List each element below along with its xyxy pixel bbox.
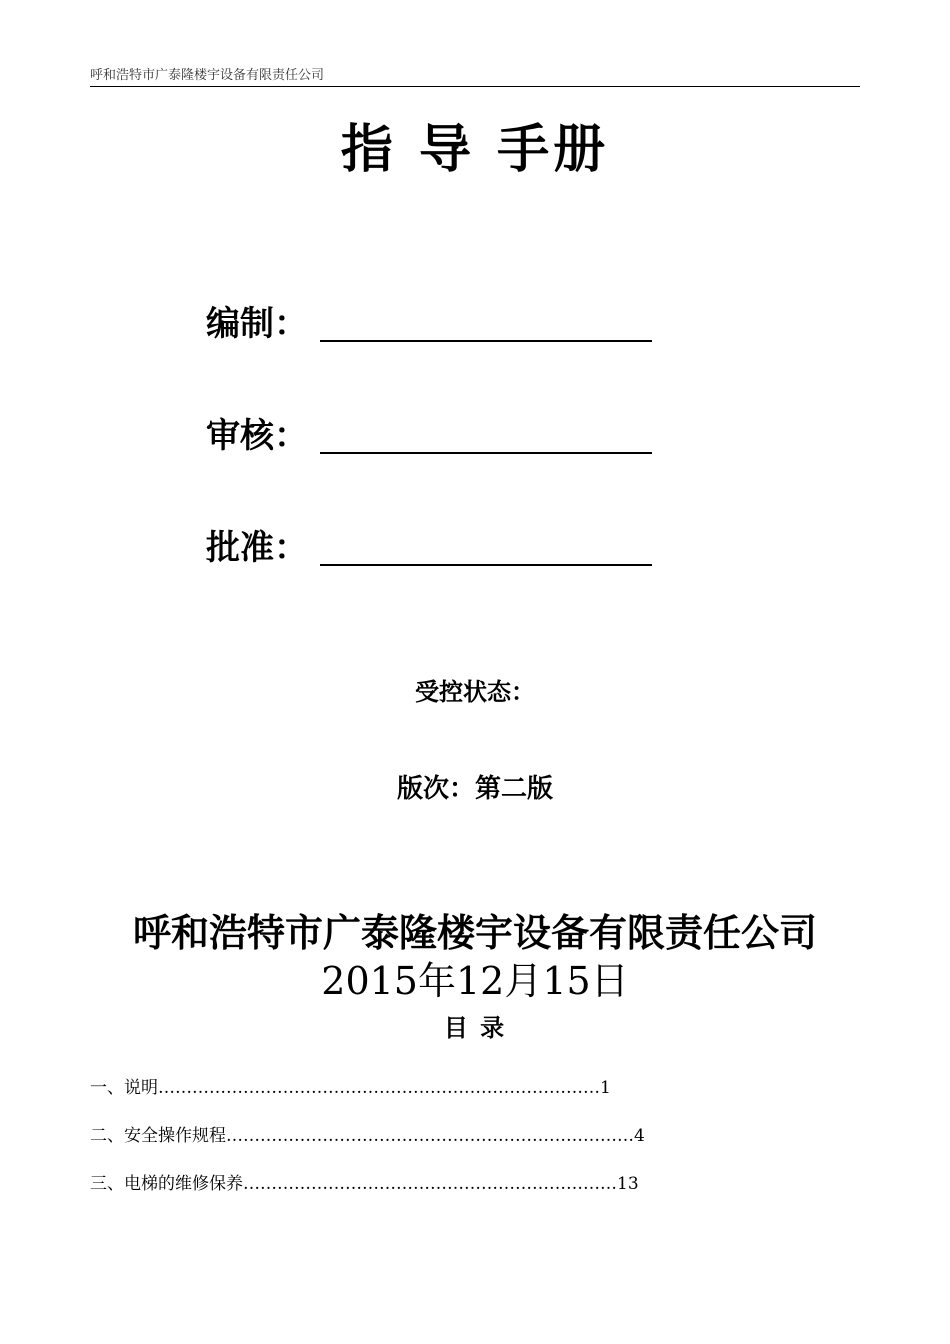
signature-row-review	[206, 414, 666, 466]
signature-label-review: 审核：	[206, 416, 308, 456]
edition-label: 版次：第二版	[396, 774, 553, 804]
header-company-name: 呼和浩特市广泰隆楼宇设备有限责任公司	[90, 68, 325, 83]
document-title: 指 导 手册	[340, 119, 610, 180]
toc-item[interactable]: 二、安全操作规程………………………………………………………………4	[90, 1126, 645, 1146]
toc-title: 目 录	[443, 1013, 507, 1042]
control-status-label: 受控状态：	[415, 677, 535, 706]
toc-item[interactable]: 一、说明……………………………………………………………………1	[90, 1078, 611, 1098]
page-header	[90, 66, 860, 87]
signature-line-review	[320, 452, 652, 454]
signature-line-compile	[320, 340, 652, 342]
company-name: 呼和浩特市广泰隆楼宇设备有限责任公司	[132, 910, 817, 955]
signature-line-approve	[320, 564, 652, 566]
signature-label-compile: 编制：	[206, 304, 308, 344]
signature-row-compile	[206, 302, 666, 354]
signature-label-approve: 批准：	[206, 528, 308, 568]
toc-list	[90, 1076, 790, 1220]
document-date: 2015年12月15日	[321, 959, 629, 1003]
signature-row-approve	[206, 526, 666, 578]
toc-item[interactable]: 三、电梯的维修保养…………………………………………………………13	[90, 1174, 639, 1194]
